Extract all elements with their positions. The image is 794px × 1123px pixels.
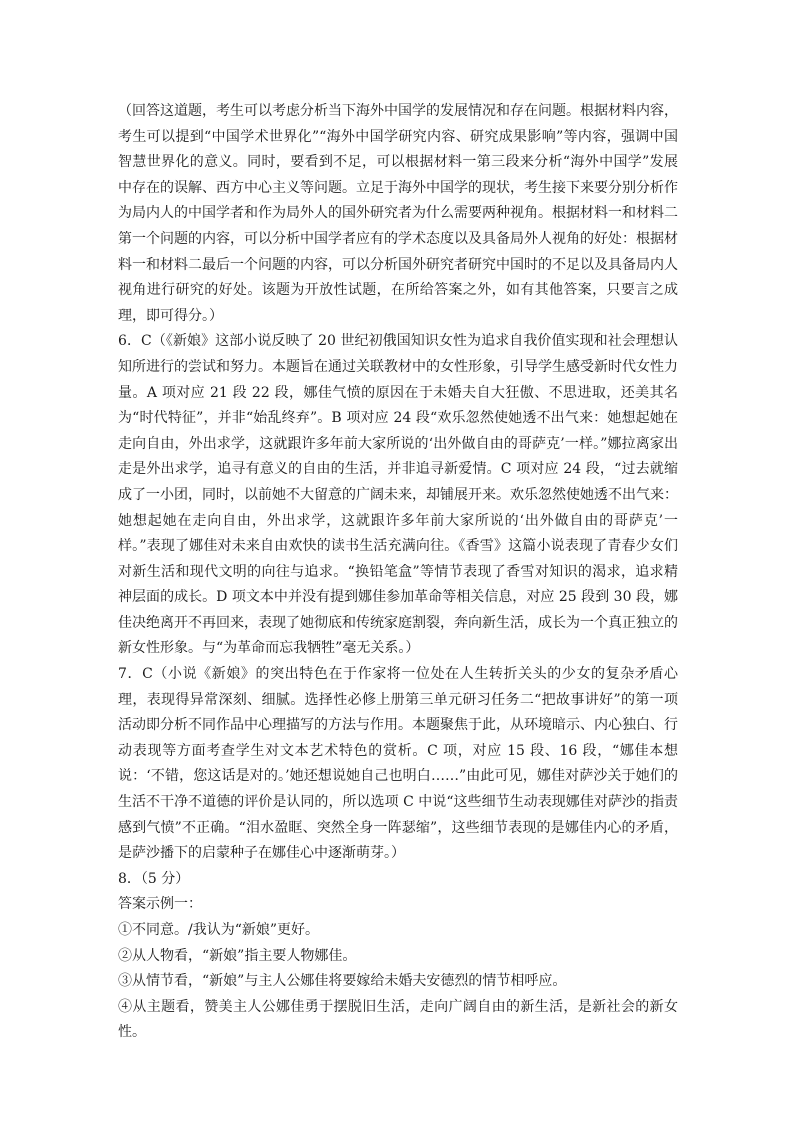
answer-point-3: ③从情节看，“新娘”与主人公娜佳将要嫁给未婚夫安德烈的情节相呼应。 [118,973,567,990]
answer-paragraph-q6: 6．C（《新娘》这部小说反映了 20 世纪初俄国知识女性为追求自我价值实现和社会理想认知所进行的尝试和努力。本题旨在通过关联教材中的女性形象，引导学生感受新时代女性力量。A 项对应 21 段 22 段，娜佳气愤的原因在于未婚夫自大狂傲、不思进取，还美其名为“时代特征”，并非“始乱终弃”。B 项对应 24 段“欢乐忽然使她透不出气来：她想起她在走向自由，外出求学，这就跟许多年前大家所说的‘出外做自由的哥萨克’一样。”娜拉离家出走是外出求学，追寻有意义的自由的生活，并非追寻新爱情。C 项对应 24 段，“过去就缩成了一小团，同时，以前她不大留意的广阔未来，却铺展开来。欢乐忽然使她透不出气来：她想起她在走向自由，外出求学，这就跟许多年前大家所说的‘出外做自由的哥萨克’一样。”表现了娜佳对未来自由欢快的读书生活充满向往。《香雪》这篇小说表现了青春少女们对新生活和现代文明的向往与追求。“换铅笔盒”等情节表现了香雪对知识的渴求，追求精神层面的成长。D 项文本中并没有提到娜佳参加革命等相关信息，对应 25 段到 30 段，娜佳决绝离开不再回来，表现了她彻底和传统家庭割裂，奔向新生活，成长为一个真正独立的新女性形象。与“为革命而忘我牺牲”毫无关系。） [118,333,678,657]
answer-example-label: 答案示例一： [118,896,202,913]
answer-paragraph-q7: 7．C（小说《新娘》的突出特色在于作家将一位处在人生转折关头的少女的复杂矛盾心理，表现得异常深刻、细腻。选择性必修上册第三单元研习任务二“把故事讲好”的第一项活动即分析不同作品中心理描写的方法与作用。本题聚焦于此，从环境暗示、内心独白、行动表现等方面考查学生对文本艺术特色的赏析。C 项，对应 15 段、16 段，“娜佳本想说：‘不错，您这话是对的。’她还想说她自己也明白……”由此可见，娜佳对萨沙关于她们的生活不干净不道德的评价是认同的，所以选项 C 中说“这些细节生动表现娜佳对萨沙的指责感到气愤”不正确。“泪水盈眶、突然全身一阵瑟缩”，这些细节表现的是娜佳内心的矛盾，是萨沙播下的启蒙种子在娜佳心中逐渐萌芽。） [118,666,678,862]
answer-document [118,99,678,1046]
answer-heading-q8: 8．（5 分） [118,870,190,887]
answer-point-2: ②从人物看，“新娘”指主要人物娜佳。 [118,947,357,964]
answer-point-1: ①不同意。/我认为“新娘”更好。 [118,922,320,938]
answer-point-4: ④从主题看，赞美主人公娜佳勇于摆脱旧生活，走向广阔自由的新生活，是新社会的新女性。 [118,998,678,1041]
answer-paragraph-intro: （回答这道题，考生可以考虑分析当下海外中国学的发展情况和存在问题。根据材料内容，考生可以提到“中国学术世界化”“海外中国学研究内容、研究成果影响”等内容，强调中国智慧世界化的意义。同时，要看到不足，可以根据材料一第三段来分析“海外中国学”发展中存在的误解、西方中心主义等问题。立足于海外中国学的现状，考生接下来要分别分析作为局内人的中国学者和作为局外人的国外研究者为什么需要两种视角。根据材料一和材料二第一个问题的内容，可以分析中国学者应有的学术态度以及具备局外人视角的好处：根据材料一和材料二最后一个问题的内容，可以分析国外研究者研究中国时的不足以及具备局内人视角进行研究的好处。该题为开放性试题，在所给答案之外，如有其他答案，只要言之成理，即可得分。） [118,103,678,324]
